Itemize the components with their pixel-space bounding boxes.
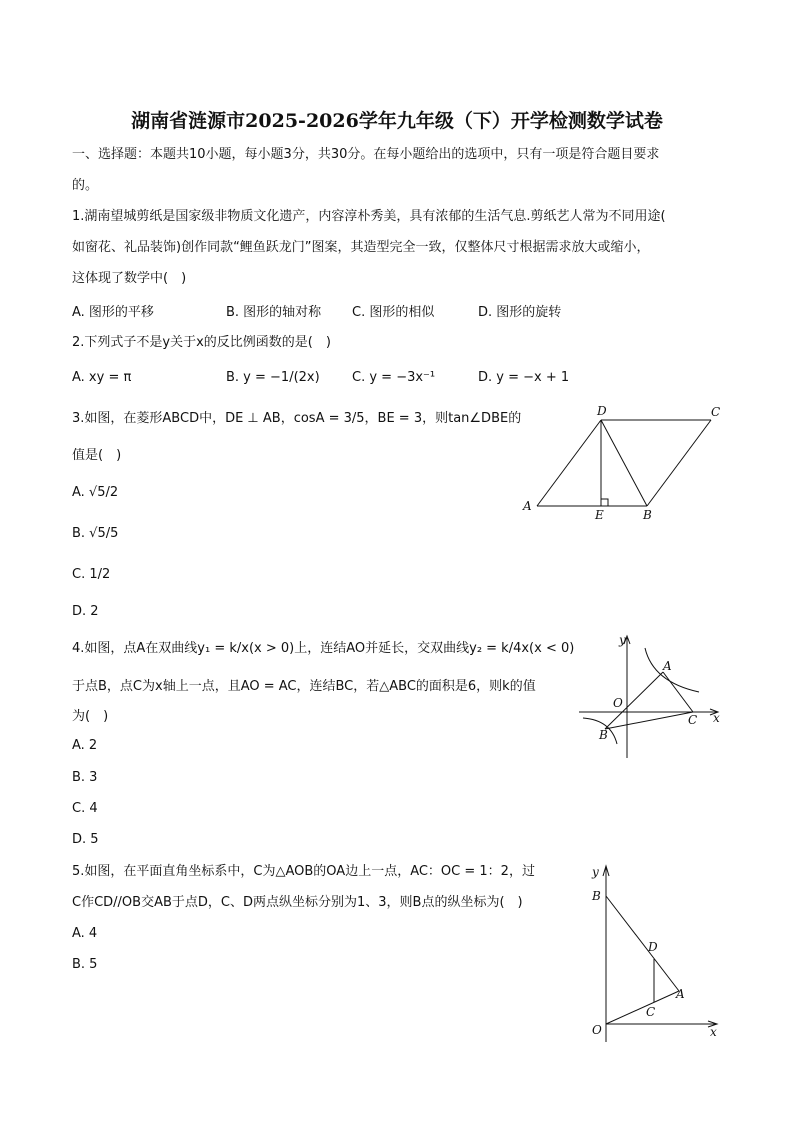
q3-stem-line2: 值是( ) xyxy=(72,448,122,463)
segment-bc xyxy=(605,712,693,729)
segment-ba xyxy=(606,896,679,991)
label-y: y xyxy=(592,865,599,879)
label-x: x xyxy=(710,1025,717,1039)
section-header-line2: 的。 xyxy=(72,178,99,193)
q4-option-c: C. 4 xyxy=(72,801,98,816)
q1-option-c: C. 图形的相似 xyxy=(352,305,435,320)
q3-option-b: B. √5/5 xyxy=(72,526,119,541)
q4-stem-line2: 于点B，点C为x轴上一点，且AO = AC，连结BC，若△ABC的面积是6，则k的值 xyxy=(72,679,536,694)
q4-option-a: A. 2 xyxy=(72,738,98,753)
label-o: O xyxy=(592,1023,602,1037)
q2-option-a: A. xy = π xyxy=(72,370,132,385)
q3-stem-line1: 3.如图，在菱形ABCD中，DE ⊥ AB，cosA = 3/5，BE = 3，则tan∠DBE的 xyxy=(72,411,522,426)
label-c: C xyxy=(711,405,721,419)
q4-option-b: B. 3 xyxy=(72,770,98,785)
q4-hyperbola-figure xyxy=(575,630,730,762)
q3-rhombus-figure xyxy=(515,400,730,525)
q5-option-b: B. 5 xyxy=(72,957,98,972)
label-b: B xyxy=(599,728,608,742)
label-c: C xyxy=(646,1005,656,1019)
q5-coordinate-figure xyxy=(580,858,730,1048)
q1-option-d: D. 图形的旋转 xyxy=(478,305,562,320)
label-a: A xyxy=(663,659,672,673)
q3-option-c: C. 1/2 xyxy=(72,567,111,582)
q2-option-d: D. y = −x + 1 xyxy=(478,370,570,385)
label-a: A xyxy=(676,987,685,1001)
label-c: C xyxy=(688,713,698,727)
page-title: 湖南省涟源市2025-2026学年九年级（下）开学检测数学试卷 xyxy=(131,110,663,132)
q4-stem-line3: 为( ) xyxy=(72,709,109,724)
q5-option-a: A. 4 xyxy=(72,926,98,941)
side-ad xyxy=(537,420,601,506)
q2-stem: 2.下列式子不是y关于x的反比例函数的是( ) xyxy=(72,335,331,350)
label-e: E xyxy=(595,508,604,522)
hyperbola-branch-right xyxy=(645,648,699,692)
q1-stem-line2: 如窗花、礼品装饰)创作同款“鲤鱼跃龙门”图案，其造型完全一致，仅整体尺寸根据需求放大或缩小， xyxy=(72,240,650,255)
q5-stem-line2: C作CD//OB交AB于点D，C、D两点纵坐标分别为1、3，则B点的纵坐标为( ) xyxy=(72,895,523,910)
label-b: B xyxy=(592,889,601,903)
label-d: D xyxy=(597,404,607,418)
q5-stem-line1: 5.如图，在平面直角坐标系中，C为△AOB的OA边上一点，AC：OC = 1：2，过 xyxy=(72,864,535,879)
section-header-line1: 一、选择题：本题共10小题，每小题3分，共30分。在每小题给出的选项中，只有一项是符合题目要求 xyxy=(72,147,660,162)
segment-oa xyxy=(606,991,679,1024)
q4-stem-line1: 4.如图，点A在双曲线y₁ = k/x(x > 0)上，连结AO并延长，交双曲线y₂ = k/4x(x < 0) xyxy=(72,641,575,656)
q3-option-a: A. √5/2 xyxy=(72,485,119,500)
label-y: y xyxy=(619,633,626,647)
side-cb xyxy=(647,420,711,506)
label-o: O xyxy=(613,696,623,710)
label-b: B xyxy=(643,508,652,522)
q1-stem-line3: 这体现了数学中( ) xyxy=(72,271,187,286)
label-a: A xyxy=(523,499,532,513)
segment-ac xyxy=(663,672,693,712)
q1-option-a: A. 图形的平移 xyxy=(72,305,154,320)
q3-option-d: D. 2 xyxy=(72,604,99,619)
q4-option-d: D. 5 xyxy=(72,832,99,847)
label-d: D xyxy=(648,940,658,954)
label-x: x xyxy=(713,711,720,725)
q2-option-b: B. y = −1/(2x) xyxy=(226,370,320,385)
q1-option-b: B. 图形的轴对称 xyxy=(226,305,322,320)
segment-db xyxy=(601,420,647,506)
q1-stem-line1: 1.湖南望城剪纸是国家级非物质文化遗产，内容淳朴秀美，具有浓郁的生活气息.剪纸艺人常为不同用途( xyxy=(72,209,666,224)
right-angle-mark xyxy=(601,499,608,506)
q2-option-c: C. y = −3x⁻¹ xyxy=(352,370,436,385)
